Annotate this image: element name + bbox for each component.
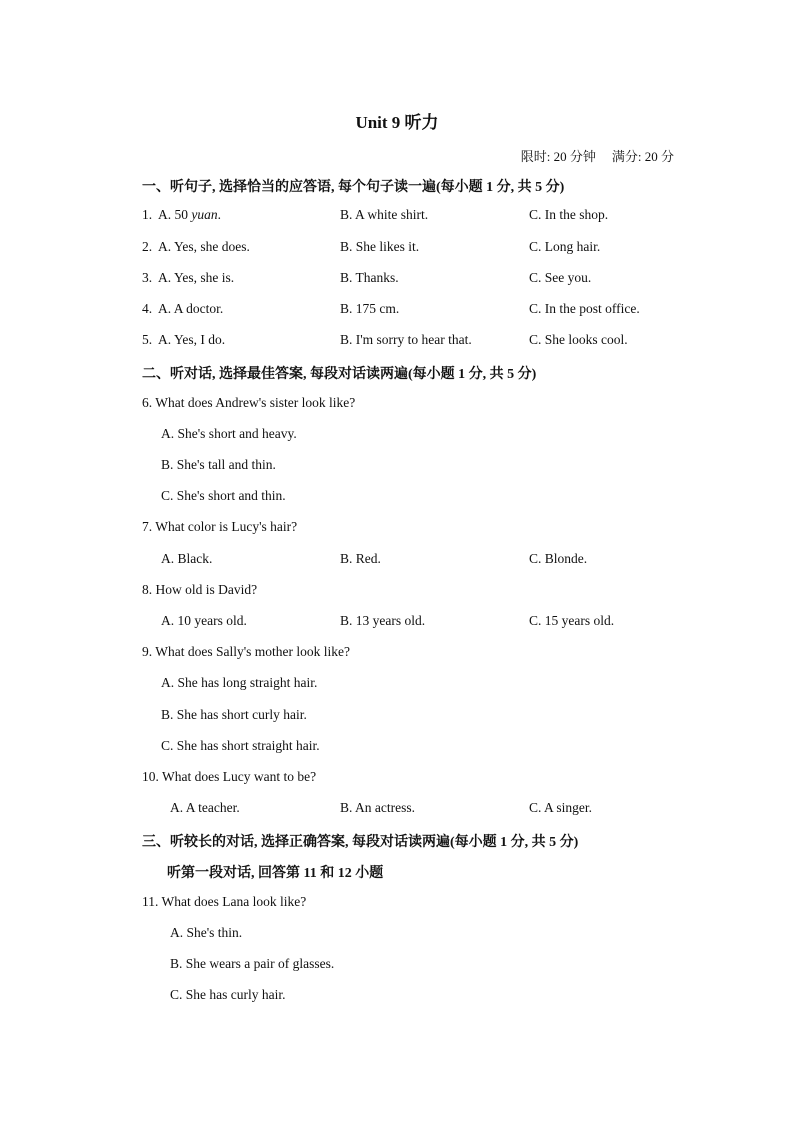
option-c: C. She has curly hair. xyxy=(170,987,286,1002)
option-c: C. Long hair. xyxy=(529,239,601,254)
option-b: B. 175 cm. xyxy=(340,301,400,316)
option-a: A. A teacher. xyxy=(170,800,240,815)
option-c: C. Blonde. xyxy=(529,551,588,566)
question-number: 5. xyxy=(142,332,153,347)
time-limit: 限时: 20 分钟 xyxy=(520,149,596,164)
option-b: B. She's tall and thin. xyxy=(161,457,276,472)
option-a: A. She's thin. xyxy=(170,925,243,940)
option-a: A. She's short and heavy. xyxy=(161,426,297,441)
option-c: C. She looks cool. xyxy=(529,332,628,347)
option-a: A. Yes, I do. xyxy=(158,332,226,347)
option-b: B. I'm sorry to hear that. xyxy=(340,332,472,347)
option-b: B. She likes it. xyxy=(340,239,420,254)
question-stem: 6. What does Andrew's sister look like? xyxy=(142,395,356,410)
option-c: C. In the post office. xyxy=(529,301,640,316)
question-stem: 7. What color is Lucy's hair? xyxy=(142,519,298,534)
option-a: A. Yes, she does. xyxy=(158,239,250,254)
option-c: C. In the shop. xyxy=(529,207,609,222)
option-b: B. Thanks. xyxy=(340,270,399,285)
question-stem: 8. How old is David? xyxy=(142,582,258,597)
option-a xyxy=(158,207,221,223)
option-b: B. Red. xyxy=(340,551,381,566)
option-c: C. 15 years old. xyxy=(529,613,615,628)
option-a: A. She has long straight hair. xyxy=(161,675,318,690)
option-b: B. An actress. xyxy=(340,800,415,815)
option-b: B. A white shirt. xyxy=(340,207,429,222)
full-score: 满分: 20 分 xyxy=(611,149,674,164)
question-number: 3. xyxy=(142,270,153,285)
option-a: A. Yes, she is. xyxy=(158,270,235,285)
question-stem: 11. What does Lana look like? xyxy=(142,894,307,909)
question-stem: 10. What does Lucy want to be? xyxy=(142,769,317,784)
option-a-italic: yuan xyxy=(191,207,218,222)
option-c: C. See you. xyxy=(529,270,592,285)
question-stem: 9. What does Sally's mother look like? xyxy=(142,644,351,659)
page-title: Unit 9 听力 xyxy=(355,113,439,132)
option-b: B. 13 years old. xyxy=(340,613,426,628)
option-c: C. A singer. xyxy=(529,800,593,815)
option-c: C. She's short and thin. xyxy=(161,488,286,503)
section3-heading: 三、听较长的对话, 选择正确答案, 每段对话读两遍(每小题 1 分, 共 5 分) xyxy=(142,835,579,850)
option-a: A. 10 years old. xyxy=(161,613,247,628)
option-b: B. She wears a pair of glasses. xyxy=(170,956,335,971)
question-number: 4. xyxy=(142,301,153,316)
section1-heading: 一、听句子, 选择恰当的应答语, 每个句子读一遍(每小题 1 分, 共 5 分) xyxy=(142,180,565,195)
section2-heading: 二、听对话, 选择最佳答案, 每段对话读两遍(每小题 1 分, 共 5 分) xyxy=(142,367,537,382)
section3-subheading: 听第一段对话, 回答第 11 和 12 小题 xyxy=(167,866,384,881)
question-number: 1. xyxy=(142,207,153,222)
option-a: A. A doctor. xyxy=(158,301,224,316)
option-a: A. Black. xyxy=(161,551,213,566)
option-a-prefix: A. 50 xyxy=(158,207,192,222)
option-b: B. She has short curly hair. xyxy=(161,707,307,722)
question-number: 2. xyxy=(142,239,153,254)
exam-meta xyxy=(521,146,674,165)
option-c: C. She has short straight hair. xyxy=(161,738,320,753)
option-a-suffix: . xyxy=(217,207,221,222)
